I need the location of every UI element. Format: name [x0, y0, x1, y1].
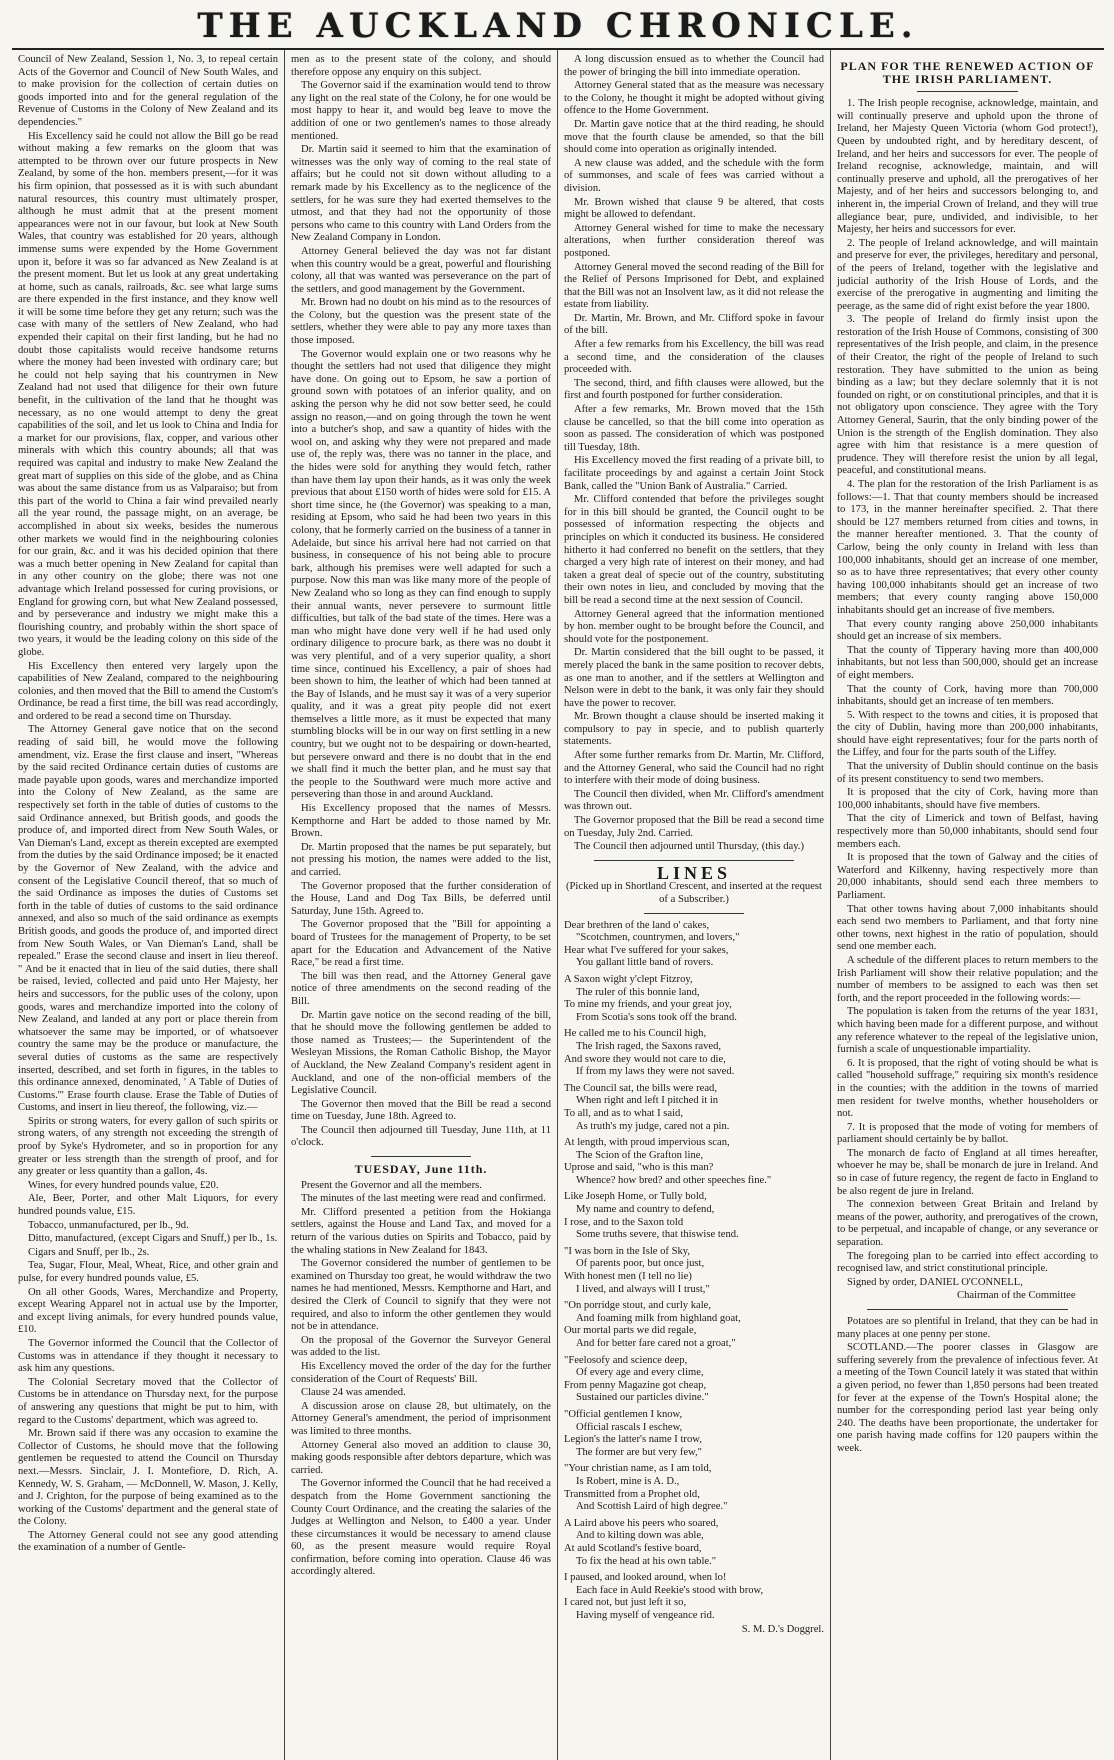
paragraph: The Council then adjourned until Thursday, (this day.)	[574, 841, 804, 853]
paragraph: The Council then divided, when Mr. Clifford's amendment was thrown out.	[564, 788, 824, 813]
poem-line: At auld Scotland's festive board,	[564, 1542, 702, 1554]
divider	[917, 91, 1018, 92]
poem-line: Each face in Auld Reekie's stood with brow,	[576, 1584, 764, 1596]
paragraph: Present the Governor and all the members.	[301, 1179, 482, 1191]
poem-line: And foaming milk from highland goat,	[576, 1312, 741, 1324]
poem-line: And Scottish Laird of high degree."	[576, 1501, 728, 1513]
paragraph: Mr. Brown wished that clause 9 be altered, that costs might be allowed to defendant.	[564, 196, 824, 221]
poem-line: From Scotia's sons took off the brand.	[576, 1011, 737, 1023]
poem-line: Legion's the latter's name I trow,	[564, 1434, 702, 1446]
poem-line: If from my laws they were not saved.	[576, 1066, 735, 1078]
paragraph: After some further remarks from Dr. Martin, Mr. Clifford, and the Attorney General, who said the Council had no right to interfere with their mode of doing business.	[564, 750, 824, 787]
poem-line: To mine my friends, and your great joy,	[564, 999, 732, 1011]
poem-line: You gallant little band of rovers.	[576, 957, 714, 969]
paragraph: The connexion between Great Britain and Ireland by means of the power, authority, and prerogatives of the crown, to be perpetual, and incapable of change, or any severance or separation.	[837, 1199, 1098, 1249]
poem-subtitle: (Picked up in Shortland Crescent, and inserted at the request of a Subscriber.)	[566, 881, 822, 905]
paragraph: A discussion arose on clause 28, but ultimately, on the Attorney General's amendment, the period of imprisonment was limited to three months.	[291, 1400, 551, 1437]
paragraph: Dr. Martin gave notice that at the third reading, he should move that the fourth clause be amended, so that the bill should come into operation as originally intended.	[564, 118, 824, 156]
poem-line: A Laird above his peers who soared,	[564, 1517, 719, 1529]
column-4	[831, 50, 1104, 1760]
divider	[644, 913, 744, 914]
paragraph: Dr. Martin said it seemed to him that the examination of witnesses was the only way of coming to the real state of affairs; but he could not sit down without alluding to a remark made by his Excellency as to the neglicence of the settlers, for he was sure they had exerted themselves to the utmost, and that they had not the opportunity of those persons who came to this country with Land Orders from the New Zealand Company in London.	[291, 144, 551, 244]
paragraph: The Governor informed the Council that he had received a despatch from the Home Government sanctioning the County Court Ordinance, and the creating the salaries of the Judges at Wellington and Nelson, to £400 a year. Under these circumstances it would be necessary to amend clause 60, as the present measure would require Royal confirmation, before coming into operation. Clause 46 was accordingly altered.	[291, 1478, 551, 1578]
poem-line: Our mortal parts we did regale,	[564, 1325, 697, 1337]
poem-line: To all, and as to what I said,	[564, 1107, 683, 1119]
paragraph: 3. The people of Ireland do firmly insist upon the restoration of the Irish House of Commons, consisting of 300 representatives of the Irish people, and claim, in the presence of their Creator, the right of the people of Ireland to such restoration. They have submitted to the union as being binding as a law; but they declare solemnly that it is not founded on right, or on constitutional principles, and that it is not obligatory upon conscience. They agree with the Tory Attorney General, Saurin, that the only binding power of the Union is the strength of the English domination. They also agree with him that resistance is a mere question of prudence. They will therefore resist the union by all legal, peaceful, and constitutional means.	[837, 314, 1098, 477]
section-heading: PLAN FOR THE RENEWED ACTION OF THE IRISH PARLIAMENT.	[840, 59, 1095, 86]
paragraph: The Colonial Secretary moved that the Collector of Customs be in attendance on Thursday next, for the purpose of answering any questions that might be put to him, with regard to the Customs' department, which was agreed to.	[18, 1376, 278, 1426]
paragraph: The population is taken from the returns of the year 1831, which having been made for a different purpose, and without any reference whatever to the repeal of the legislative union, furnish a scale of unquestionable impartiality.	[837, 1006, 1098, 1056]
paragraph: SCOTLAND.—The poorer classes in Glasgow are suffering severely from the prevalence of infectious fever. At a meeting of the Town Council lately it was stated that within a given period, no fewer than 1,850 persons had been treated for fever at the expense of the Town's Hospital alone; the number for the corresponding period last year being only 240. The deaths have been proportionate, the undertaker for one parish having made coffins for 120 paupers within the week.	[837, 1342, 1098, 1454]
paragraph: A schedule of the different places to return members to the Irish Parliament will show their relative population; and the number of members to be assigned to each was then set forth, and the report proceeded in the following words:—	[837, 954, 1098, 1004]
paragraph: The second, third, and fifth clauses were allowed, but the first and fourth postponed for further consideration.	[564, 377, 824, 402]
poem-line: With honest men (I tell no lie)	[564, 1271, 692, 1283]
paragraph: Dr. Martin, Mr. Brown, and Mr. Clifford spoke in favour of the bill.	[564, 312, 824, 337]
paragraph: Attorney General agreed that the information mentioned by hon. member ought to be brought before the Council, and should vote for the postponement.	[564, 608, 824, 645]
poem-line: The Council sat, the bills were read,	[564, 1082, 717, 1094]
paragraph: It is proposed that the city of Cork, having more than 100,000 inhabitants, should have five members.	[837, 787, 1098, 811]
paragraph: men as to the present state of the colony, and should therefore oppose any enquiry on this subject.	[291, 54, 551, 78]
paragraph: The minutes of the last meeting were read and confirmed.	[301, 1193, 546, 1205]
plan-paragraphs	[837, 98, 1098, 1276]
masthead: THE AUCKLAND CHRONICLE.	[12, 6, 1104, 50]
paragraph: Attorney General moved the second reading of the Bill for the Relief of Persons Imprisoned for Debt, and explained that the Bill was not an Insolvent law, as it did not release the estate from liability.	[564, 261, 824, 311]
poem-line: Official rascals I eschew,	[576, 1421, 683, 1433]
poem-line: Hear what I've suffered for your sakes,	[564, 944, 729, 956]
paragraph: After a few remarks from his Excellency, the bill was read a second time, and the consideration of the clauses proceeded with.	[564, 339, 824, 376]
paragraph: His Excellency said he could not allow the Bill go be read without making a few remarks on the gloom that was attempted to be thrown over our future prospects in New Zealand, by some of the hon. members present,—for it was his firm opinion, that possessed as it is with such abundant natural resources, this country must ultimately prosper, although he must admit that at the present moment appearances were not in our favour, but look at New South Wales, that country was established for 20 years, although immense sums were expended by the Home Government upon it, before it was so far advanced as New Zealand is at the present moment. But let us look at any great undertaking at home, such as canals, railroads, &c. see what large sums are there expended in the first instance, and they know well it will be some time before they get any return; such was the case with many of the settlers of New Zealand, who had expended their capital on their first landing, but he had no doubt those capitalists would receive handsome returns where the money had been invested with ordinary care; but he could not help saying that his countrymen in New Zealand had not used that diligence for their own future benefit, in the cultivation of the land that he thought was necessary, as no one would attempt to deny the great capabilities of the soil, and let us look to China and India for a market for our provisions, flax, copper, and various other minerals with which this country abounds; all that was required was capital and industry to make New Zealand the great mart of supplies on this side of the globe, and as China was about the same distance from us as Valparaiso; but from this part of the world to China a fair wind prevailed nearly all the year round, the passage might, on an average, be accomplished in about six weeks, besides the numerous other markets we would find in the neighbouring colonies for our grain, &c. and it was his decided opinion that there was a much better opening in New Zealand for capital than in any other country on the globe; there was not one advantage which Ireland possessed for curing provisions, or England for growing corn, but what New Zealand possessed, and by perseverance and industry we might make this a flourishing country, and probably within the short space of two years, it would be the leading colony on this side of the globe.	[18, 130, 278, 658]
poem-line: Of parents poor, but once just,	[576, 1258, 705, 1270]
paragraph: Mr. Brown had no doubt on his mind as to the resources of the Colony, but the question was the present state of the settlers, whether they were able to pay any more taxes than those imposed.	[291, 297, 551, 347]
column-1	[12, 50, 285, 1760]
column-3	[558, 50, 831, 1760]
paragraph: That the city of Limerick and town of Belfast, having respectively more than 50,000 inhabitants, should send four members each.	[837, 813, 1098, 850]
poem-line: Dear brethren of the land o' cakes,	[564, 919, 710, 931]
paragraph: That the university of Dublin should continue on the basis of its present constituency to send two members.	[837, 761, 1098, 785]
paragraph: The Governor informed the Council that the Collector of Customs was in attendance if they thought it necessary to ask him any questions.	[18, 1337, 278, 1375]
poem-line: I paused, and looked around, when lo!	[564, 1572, 727, 1584]
poem-line: I rose, and to the Saxon told	[564, 1216, 684, 1228]
paragraph: Mr. Brown thought a clause should be inserted making it compulsory to pay in specie, and to publish quarterly statements.	[564, 711, 824, 748]
signature-title: Chairman of the Committee	[957, 1290, 1076, 1302]
paragraph: Mr. Brown said if there was any occasion to examine the Collector of Customs, he should move that the following gentlemen be requested to attend the Council on Thursday next.—Messrs. Sinclair, J. I. Montefiore, D. Rich, A. Kennedy, W. S. Graham, — McDonnell, W. Mason, J. Kelly, and J. Crighton, for the purpose of being examined as to the working of the Customs' department and the general state of the Colony.	[18, 1428, 278, 1528]
paragraph: On all other Goods, Wares, Merchandize and Property, except Wearing Apparel not in actual use by the Importer, and except living animals, for every hundred pounds value, £10.	[18, 1286, 278, 1336]
poem-line: Having myself of vengeance rid.	[576, 1609, 715, 1621]
paragraph: Attorney General also moved an addition to clause 30, making goods responsible after debtors departure, which was carried.	[291, 1439, 551, 1476]
paragraph: The Governor proposed that the Bill be read a second time on Tuesday, July 2nd. Carried.	[564, 815, 824, 839]
poem-line: As truth's my judge, cared not a pin.	[576, 1120, 730, 1132]
poem-signature: S. M. D.'s Doggrel.	[741, 1624, 824, 1636]
poem	[564, 920, 824, 1623]
poem-line: My name and country to defend,	[576, 1204, 715, 1216]
paragraph: That other towns having about 7,000 inhabitants should each send two members to Parliament, and that forty nine other towns, next highest in the ratio of population, should send one member each.	[837, 903, 1098, 953]
poem-line: The Irish raged, the Saxons raved,	[576, 1040, 722, 1052]
paragraph: Clause 24 was amended.	[301, 1387, 406, 1399]
poem-line: Of every age and every clime,	[576, 1367, 704, 1379]
poem-line: "I was born in the Isle of Sky,	[564, 1245, 691, 1257]
paragraph: The monarch de facto of England at all times hereafter, whoever he may be, shall be monarch de jure in Ireland. And so in case of future regency, the regent de facto in England to be also regent de jure in Ireland.	[837, 1147, 1098, 1197]
poem-line: Whence? how bred? and other speeches fine."	[576, 1174, 772, 1186]
poem-line: I lived, and always will I trust,"	[576, 1283, 710, 1295]
poem-line: "On porridge stout, and curly kale,	[564, 1300, 712, 1312]
paragraph: That every county ranging above 250,000 inhabitants should get an increase of six members.	[837, 618, 1098, 643]
paragraph: The Council then adjourned till Tuesday, June 11th, at 11 o'clock.	[291, 1124, 551, 1149]
paragraph: A long discussion ensued as to whether the Council had the power of bringing the bill into immediate operation.	[564, 54, 824, 78]
paragraph: That the county of Tipperary having more than 400,000 inhabitants, but not less than 500,000, should get an increase of eight members.	[837, 644, 1098, 681]
paragraph: Ditto, manufactured, (except Cigars and Snuff,) per lb., 1s.	[28, 1233, 278, 1245]
paragraph: 6. It is proposed, that the right of voting should be what is called "household suffrage," requiring six month's residence in the counties; with the addition in the towns of married men resident for twelve months, whether householders or not.	[837, 1057, 1098, 1120]
poem-line: And swore they would not care to die,	[564, 1053, 726, 1065]
paragraph: Mr. Clifford contended that before the privileges sought for in this bill should be granted, the Council ought to be possessed of information respecting the objects and principles on which it conducted its business. He considered hitherto it had conferred no benefit on the settlers, that they charged a very high rate of interest on their money, and had taken a great deal of specie out of the country, substituting their own notes in lieu, and concluded by moving that the bill be read a second time at the next session of Council.	[564, 494, 824, 606]
paragraph: The Attorney General gave notice that on the second reading of said bill, he would move the following amendment, viz. Erase the first clause and insert, "Whereas by the said recited Ordinance certain duties of customs are made payable upon goods, wares and merchandize imported into the Colony of New Zealand, as the same are respectively set forth in the table of duties of customs to the said Ordinance annexed, but British goods, and goods the produce of, and imported direct from New South Wales, or Van Dieman's Land, except as therein excepted are exempted from the duties by the said Ordinance imposed; be it enacted by the Governor of New Zealand, with the advice and consent of the Legislative Council thereof, that so much of the said Ordinance as imposes the duties of Customs set forth in the table of duties of customs to the said ordinance annexed, and also so much of the said ordinance as exempts British goods, and goods the produce of, and imported direct from New South Wales, or Van Dieman's Land, shall be repealed." Erase the second clause and insert in lieu thereof. " And be it enacted that in lieu of the said duties, there shall be raised, levied, collected and paid unto Her Majesty, her heirs and successors, for the public uses of the colony, upon goods, wares and merchandize imported into the colony of New Zealand, and landed at any port or place therein from whatsoever the same may be imported, or of whatsoever country the same may be the produce or manufacture, the several duties of customs as the same are respectively inserted, described, and set forth in figures, in the tables to this ordinance annexed, denominated, ' A Table of Duties of Customs.'" Erase fourth clause. Erase the Table of Duties of Customs, and insert in lieu thereof, the following, viz.—	[18, 724, 278, 1114]
paragraph: 7. It is proposed that the mode of voting for members of parliament should certainly be by ballot.	[837, 1121, 1098, 1146]
paragraph: His Excellency moved the first reading of a private bill, to facilitate proceedings by and against a certain Joint Stock Bank, called the "Union Bank of Australia." Carried.	[564, 455, 824, 492]
paragraph: The Attorney General could not see any good attending the examination of a number of Gentle-	[18, 1529, 278, 1554]
poem-line: A Saxon wight y'clept Fitzroy,	[564, 973, 693, 985]
paragraph: Dr. Martin proposed that the names be put separately, but not pressing his motion, the names were added to the list, and carried.	[291, 841, 551, 878]
paragraph: Mr. Clifford presented a petition from the Hokianga settlers, against the House and Land Tax, and moved for a return of the various duties on Spirits and Tobacco, paid by the whaling stations in New Zealand for 1843.	[291, 1206, 551, 1256]
paragraph: Council of New Zealand, Session 1, No. 3, to repeal certain Acts of the Governor and Council of New South Wales, and to make provision for the collection of certain duties on goods imported into and for the general regulation of the Revenue of Customs in the Colony of New Zealand and its dependencies."	[18, 54, 278, 128]
poem-line: The Scion of the Grafton line,	[576, 1149, 704, 1161]
paragraph: The Governor proposed that the "Bill for appointing a board of Trustees for the management of Property, to be set apart for the Education and Advancement of the Native Race," be read a first time.	[291, 919, 551, 969]
paragraph: The Governor would explain one or two reasons why he thought the settlers had not used that diligence they might have done. On going out to Epsom, he saw a portion of ground sown with potatoes of an inferior quality, and on asking the person why he did not sow better seed, he could assign no reason,—and on going through the town he went into a butcher's shop, and saw a quantity of hides with the wool on, and asking why they were not prepared and made use of, the reply was, there was no tanner in the place, and the hides were sold for anything they would fetch, rather than have them lay upon their hands, as it was only the week previous that about £150 worth of hides were sold for £15. A short time since, he (the Governor) was speaking to a man, residing at Epsom, who said he had been two years in this colony, that he formerly carried on the business of a tanner in Adelaide, but since his arrival here had not carried on that business, in consequence of his not being able to procure bark, although his premises were well adapted for such a purpose. Now this man was like many more of the people of New Zealand who so long as they can find enough to supply their annual wants, never persevere to surmount little difficulties, but talk of the bad state of the times. Here was a man who might have done very well if he had used only ordinary diligence to procure bark, as there was no doubt it was very plentiful, and of a very superior quality, a short time since, continued his Excellency, a pair of shoes had been shown to him, the leather of which had been tanned at the Bay of Islands, and he must say it was of a very superior quality, and it was a great pity people did not exert themselves a little more, as it must be expected that many stumbling blocks will be in our way on first settling in a new country, but we ought not to be despairing or down-hearted, but persevere onward and there is no doubt that in the end we shall find it much the better plan, and he must say that the people to the Southward were much more active and persevering than those in and around Auckland.	[291, 348, 551, 801]
paragraph: Ale, Beer, Porter, and other Malt Liquors, for every hundred pounds value, £15.	[18, 1193, 278, 1218]
divider	[867, 1309, 1068, 1310]
poem-line: The former are but very few,"	[576, 1446, 702, 1458]
paragraph: Spirits or strong waters, for every gallon of such spirits or strong waters, of any strength not exceeding the strength of proof by Syke's Hydrometer, and so in proportion for any greater or less strength than the strength of proof, and for any greater or less quantity than a gallon, 4s.	[18, 1115, 278, 1178]
paragraph: Dr. Martin gave notice on the second reading of the bill, that he should move the following gentlemen be added to those named as Trustees;— the Superintendent of the Wesleyan Missions, the Roman Catholic Bishop, the Mayor of Auckland, the New Zealand Company's resident agent in Auckland, and one of the non-official members of the Legislative Council.	[291, 1009, 551, 1097]
paragraph: Potatoes are so plentiful in Ireland, that they can be had in many places at one penny per stone.	[837, 1316, 1098, 1340]
poem-line: I cared not, but just left it so,	[564, 1597, 687, 1609]
paragraph: Cigars and Snuff, per lb., 2s.	[28, 1246, 150, 1258]
poem-line: The ruler of this bonnie land,	[576, 986, 700, 998]
paragraph: Dr. Martin considered that the bill ought to be passed, it merely placed the bank in the same position to recover debts, as one man to another, and if the settlers at Wellington and Nelson were in debt to the bank, it was only fair they should have the power to recover.	[564, 647, 824, 709]
poem-line: And to kilting down was able,	[576, 1530, 704, 1542]
paragraph: The Governor proposed that the further consideration of the House, Land and Dog Tax Bills, be deferred until Saturday, June 15th. Agreed to.	[291, 880, 551, 917]
paragraph: After a few remarks, Mr. Brown moved that the 15th clause be cancelled, so that the bill come into operation as soon as passed. The consideration of which was postponed till Tuesday, 18th.	[564, 404, 824, 453]
paragraph: The Governor then moved that the Bill be read a second time on Tuesday, June 18th. Agreed to.	[291, 1098, 551, 1123]
paragraph: 4. The plan for the restoration of the Irish Parliament is as follows:—1. That that county members should be increased to 173, in the manner hereinafter specified. 2. That there should be 127 members returned from cities and towns, in the manner hereafter mentioned. 3. That the county of Carlow, being the only county in Ireland with less than 100,000 inhabitants, should get an increase of one member, so as to have three representatives; that every other county having 100,000 inhabitants should get an increase of two members; that every county ranging above 150,000 inhabitants should get an increase of five members.	[837, 479, 1098, 616]
poem-line: "Your christian name, as I am told,	[564, 1463, 712, 1475]
section-heading: TUESDAY, June 11th.	[354, 1162, 488, 1177]
paragraph: Attorney General believed the day was not far distant when this country would be a great, powerful and flourishing colony, all that was wanted was perseverance on the part of the settlers, and good management by the Government.	[291, 245, 551, 295]
poem-line: When right and left I pitched it in	[576, 1095, 719, 1107]
paragraph: Attorney General wished for time to make the necessary alterations, when further consideration thereof was postponed.	[564, 222, 824, 259]
paragraph: His Excellency then entered very largely upon the capabilities of New Zealand, compared to the neighbouring colonies, and then moved that the Bill to amend the Custom's Ordinance, be read a first time, the bill was read accordingly, and ordered to be read a second time on Thursday.	[18, 660, 278, 722]
paragraph: His Excellency proposed that the names of Messrs. Kempthorne and Hart be added to those named by Mr. Brown.	[291, 803, 551, 840]
poem-line: He called me to his Council high,	[564, 1028, 707, 1040]
poem-line: Some truths severe, that thiswise tend.	[576, 1229, 739, 1241]
poem-line: "Official gentlemen I know,	[564, 1408, 683, 1420]
poem-line: Like Joseph Home, or Tully bold,	[564, 1191, 707, 1203]
poem-line: "Feelosofy and science deep,	[564, 1354, 688, 1366]
paragraph: 1. The Irish people recognise, acknowledge, maintain, and will continually preserve and uphold upon the throne of Ireland, her Majesty Queen Victoria (whom God protect!), Queen by undoubted right, and by hereditary descent, of Ireland, and her heirs and successors for ever. The people of Ireland recognise, acknowledge, maintain, and will continually preserve and uphold, all the prerogatives of her Majesty, and of her heirs and successors belonging to, and inherent in, the imperial Crown of Ireland, and they will true allegiance bear, pure, undivided, and indivisible, to her Majesty, her heirs and successors for ever.	[837, 98, 1098, 236]
paragraph: On the proposal of the Governor the Surveyor General was added to the list.	[291, 1334, 551, 1359]
paragraph: Wines, for every hundred pounds value, £20.	[28, 1179, 219, 1191]
paragraph: The Governor said if the examination would tend to throw any light on the real state of the Colony, he for one would be most happy to hear it, and would beg leave to move the addition of one or two gentlemen's names to those already mentioned.	[291, 80, 551, 142]
paragraph: A new clause was added, and the schedule with the form of summonses, and scale of fees was carried without a division.	[564, 157, 824, 194]
divider	[594, 860, 794, 861]
paragraph: Attorney General stated that as the measure was necessary to the Colony, he thought it might be adopted without giving offence to the Home Government.	[564, 80, 824, 117]
poem-line: Sustained our particles divine."	[576, 1392, 709, 1404]
columns	[12, 50, 1104, 1760]
divider	[371, 1156, 471, 1157]
paragraph: 2. The people of Ireland acknowledge, and will maintain and preserve for ever, the privileges, hereditary and personal, of the peers of Ireland, together with the legislative and judicial authority of the Irish House of Lords, and the exercise of the prerogative in augmenting and limiting the peerage, as the same did of right exist before the year 1800.	[837, 237, 1098, 312]
poem-line: At length, with proud impervious scan,	[564, 1137, 730, 1149]
paragraph: The Governor considered the number of gentlemen to be examined on Thursday too great, he would withdraw the two names he had mentioned, Messrs. Kempthorne and Hart, and desired the Clerk of Council to signify that they were not required, and also to inform the other gentlemen they would not be in attendance.	[291, 1258, 551, 1333]
poem-title: LINES	[656, 862, 732, 883]
poem-line: "Scotchmen, countrymen, and lovers,"	[576, 932, 740, 944]
poem-line: Transmitted from a Prophet old,	[564, 1488, 700, 1500]
poem-line: Is Robert, mine is A. D.,	[576, 1475, 680, 1487]
paragraph: Tobacco, unmanufactured, per lb., 9d.	[28, 1219, 189, 1231]
paragraph: Tea, Sugar, Flour, Meal, Wheat, Rice, and other grain and pulse, for every hundred pounds value, £5.	[18, 1260, 278, 1284]
paragraph: That the county of Cork, having more than 700,000 inhabitants, should get an increase of ten members.	[837, 683, 1098, 708]
poem-line: Uprose and said, "who is this man?	[564, 1162, 714, 1174]
paragraph: It is proposed that the town of Galway and the cities of Waterford and Kilkenny, having respectively more than 20,000 inhabitants, should send each three members to Parliament.	[837, 852, 1098, 901]
signature-line: Signed by order, DANIEL O'CONNELL,	[847, 1276, 1023, 1288]
paragraph: 5. With respect to the towns and cities, it is proposed that the city of Dublin, having more than 200,000 inhabitants, should have eight representatives; four for the parts north of the Liffey, and four for the parts south of the Liffey.	[837, 709, 1098, 759]
poem-line: And for better fare cared not a groat,"	[576, 1338, 736, 1349]
poem-line: To fix the head at his own table."	[576, 1555, 717, 1567]
column-2	[285, 50, 558, 1760]
paragraph: The foregoing plan to be carried into effect according to recognised law, and strict constitutional principle.	[837, 1250, 1098, 1275]
paragraph: His Excellency moved the order of the day for the further consideration of the Court of Requests' Bill.	[291, 1360, 551, 1385]
poem-line: From penny Magazine got cheap,	[564, 1379, 707, 1391]
paragraph: The bill was then read, and the Attorney General gave notice of three amendments on the second reading of the Bill.	[291, 970, 551, 1007]
